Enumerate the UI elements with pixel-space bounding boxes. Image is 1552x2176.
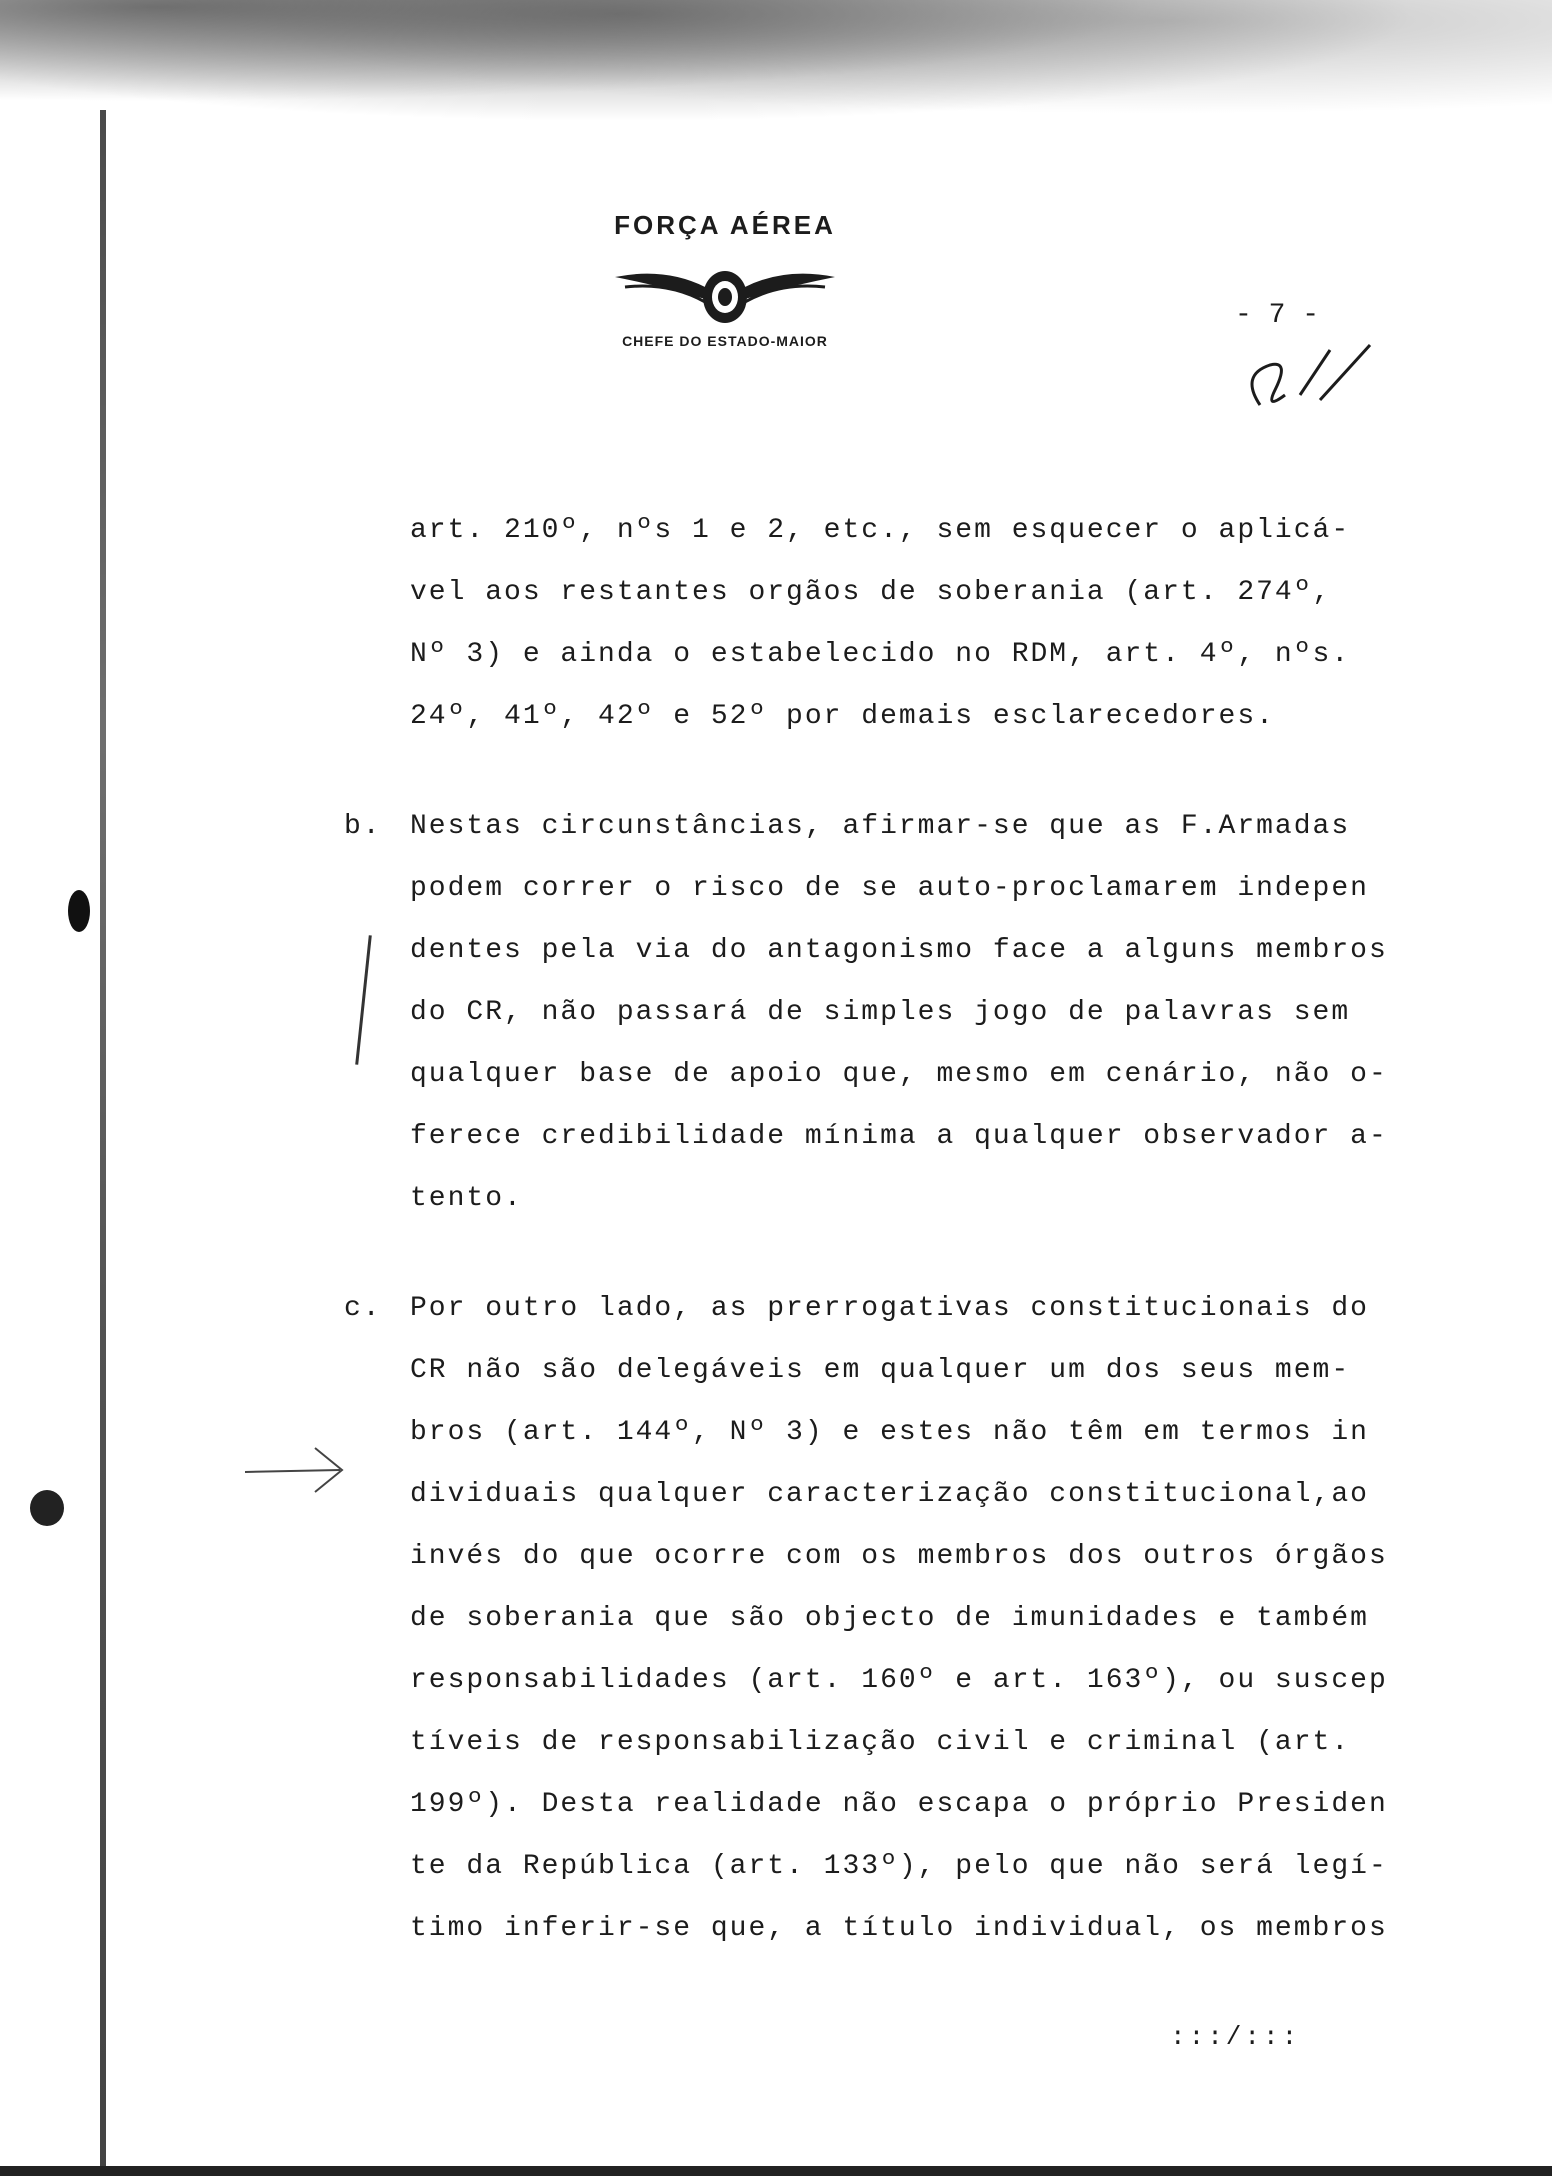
paragraph-c <box>330 1278 1388 1960</box>
text-line: Por outro lado, as prerrogativas constitucionais do <box>410 1293 1369 1324</box>
paragraph-marker: b. <box>344 811 382 842</box>
scan-left-edge <box>100 110 106 2176</box>
text-line: de soberania que são objecto de imunidades e também <box>410 1603 1369 1634</box>
scan-noise-top <box>0 0 1552 140</box>
text-line: do CR, não passará de simples jogo de palavras sem <box>410 997 1351 1028</box>
text-line: te da República (art. 133º), pelo que não será legí- <box>410 1851 1388 1882</box>
winged-emblem-icon <box>595 247 855 337</box>
text-line: dentes pela via do antagonismo face a alguns membros <box>410 935 1388 966</box>
text-line: qualquer base de apoio que, mesmo em cenário, não o- <box>410 1059 1388 1090</box>
paragraph-marker: c. <box>344 1293 382 1324</box>
paragraph-b <box>330 796 1388 1230</box>
continuation-mark: :::/::: <box>1170 2022 1301 2052</box>
continuation-paragraph <box>330 500 1380 748</box>
text-line: vel aos restantes orgãos de soberania (art. 274º, <box>410 577 1332 608</box>
text-line: Nº 3) e ainda o estabelecido no RDM, art. 4º, nºs. <box>410 639 1351 670</box>
document-body <box>330 500 1388 1960</box>
letterhead <box>560 200 890 380</box>
text-line: art. 210º, nºs 1 e 2, etc., sem esquecer o aplicá- <box>410 515 1351 546</box>
text-line: dividuais qualquer caracterização constitucional,ao <box>410 1479 1369 1510</box>
text-line: podem correr o risco de se auto-proclamarem indepen <box>410 873 1369 904</box>
scan-bottom-edge <box>0 2166 1552 2176</box>
handwritten-initials <box>1230 335 1380 425</box>
scan-hole-punch <box>30 1490 64 1526</box>
text-line: 199º). Desta realidade não escapa o próprio Presiden <box>410 1789 1388 1820</box>
text-line: responsabilidades (art. 160º e art. 163º), ou suscep <box>410 1665 1388 1696</box>
text-line: timo inferir-se que, a título individual, os membros <box>410 1913 1388 1944</box>
text-line: bros (art. 144º, Nº 3) e estes não têm em termos in <box>410 1417 1369 1448</box>
scan-ink-blot <box>68 890 90 932</box>
letterhead-subtitle: CHEFE DO ESTADO-MAIOR <box>622 333 828 349</box>
text-line: tíveis de responsabilização civil e criminal (art. <box>410 1727 1351 1758</box>
text-line: invés do que ocorre com os membros dos outros órgãos <box>410 1541 1388 1572</box>
page-number: - 7 - <box>1235 300 1320 331</box>
text-line: Nestas circunstâncias, afirmar-se que as F.Armadas <box>410 811 1351 842</box>
text-line: ferece credibilidade mínima a qualquer observador a- <box>410 1121 1388 1152</box>
text-line: CR não são delegáveis em qualquer um dos seus mem- <box>410 1355 1351 1386</box>
text-line: tento. <box>410 1183 523 1214</box>
letterhead-organization: FORÇA AÉREA <box>614 210 836 240</box>
text-line: 24º, 41º, 42º e 52º por demais esclarecedores. <box>410 701 1275 732</box>
